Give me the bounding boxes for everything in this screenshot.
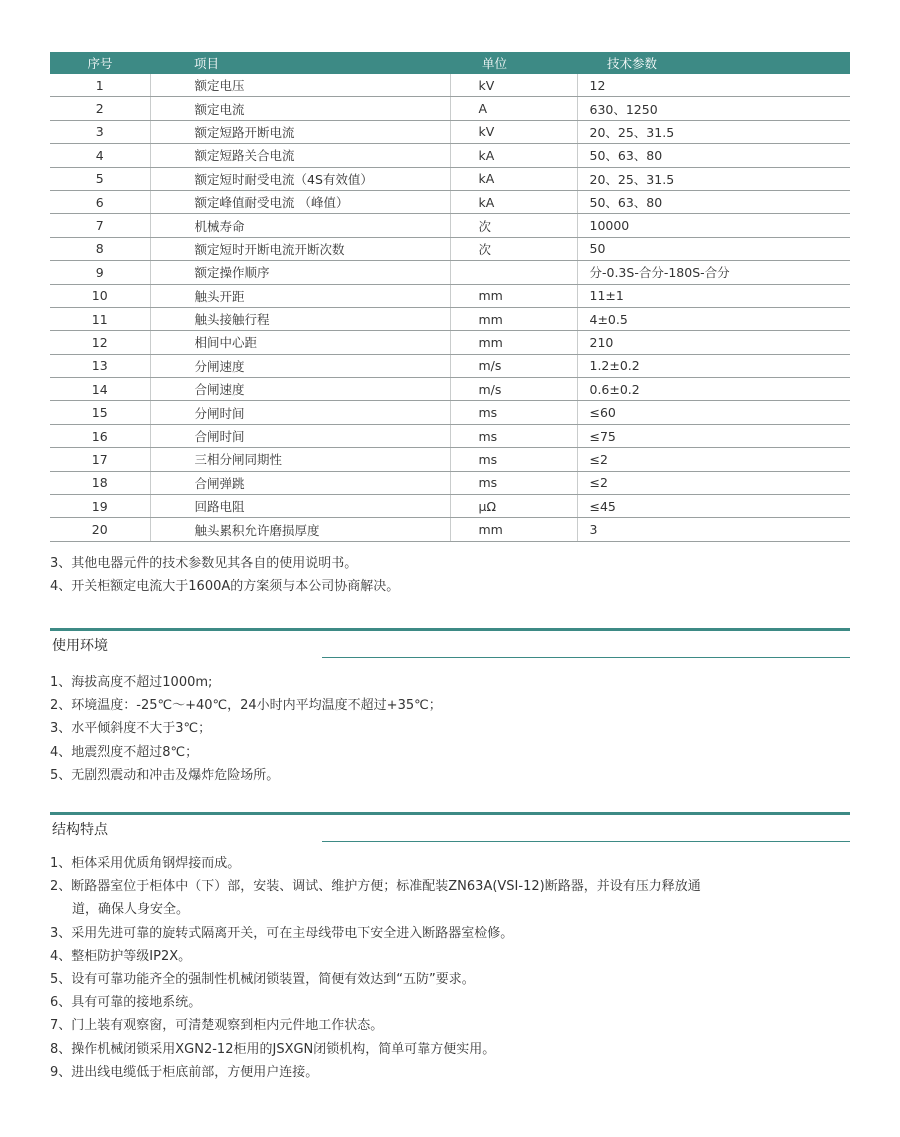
row-no: 4 (50, 144, 150, 167)
row-param: 10000 (577, 214, 850, 237)
row-param: ≤45 (577, 495, 850, 518)
row-no: 10 (50, 284, 150, 307)
row-param: ≤75 (577, 424, 850, 447)
section-underline (322, 841, 850, 842)
row-param: 3 (577, 518, 850, 541)
list-item: 3、采用先进可靠的旋转式隔离开关，可在主母线带电下安全进入断路器室检修。 (50, 925, 514, 941)
row-item: 相间中心距 (150, 331, 450, 354)
table-row (50, 518, 850, 541)
header-no: 序号 (50, 52, 150, 74)
row-no: 18 (50, 471, 150, 494)
table-row (50, 167, 850, 190)
row-unit (450, 261, 577, 284)
table-row (50, 237, 850, 260)
list-item: 8、操作机械闭锁采用XGN2-12柜用的JSXGN闭锁机构，简单可靠方便实用。 (50, 1041, 496, 1057)
table-row (50, 74, 850, 97)
row-item: 分闸时间 (150, 401, 450, 424)
row-no: 19 (50, 495, 150, 518)
row-unit: mm (450, 284, 577, 307)
section-rule (50, 628, 850, 631)
list-item: 7、门上装有观察窗，可清楚观察到柜内元件地工作状态。 (50, 1018, 384, 1034)
table-row (50, 261, 850, 284)
row-unit: m/s (450, 378, 577, 401)
list-item: 3、水平倾斜度不大于3℃； (50, 721, 212, 737)
row-unit: kV (450, 74, 577, 97)
list-item: 5、无剧烈震动和冲击及爆炸危险场所。 (50, 767, 280, 783)
row-no: 15 (50, 401, 150, 424)
section-rule (50, 812, 850, 815)
header-item: 项目 (150, 52, 450, 74)
section-underline (322, 657, 850, 658)
list-item: 1、海拔高度不超过1000m; (50, 675, 213, 690)
row-no: 5 (50, 167, 150, 190)
header-param: 技术参数 (577, 52, 850, 74)
table-row (50, 214, 850, 237)
row-unit: 次 (450, 237, 577, 260)
row-no: 14 (50, 378, 150, 401)
table-row (50, 378, 850, 401)
row-unit: kA (450, 167, 577, 190)
features-section-title: 结构特点 (52, 822, 108, 838)
table-row (50, 424, 850, 447)
row-no: 2 (50, 97, 150, 120)
row-param: 11±1 (577, 284, 850, 307)
row-param: 630、1250 (577, 97, 850, 120)
list-item: 2、断路器室位于柜体中（下）部，安装、调试、维护方便；标准配装ZN63A(VSI-12)断路器，并设有压力释放通 (50, 879, 701, 895)
list-item: 6、具有可靠的接地系统。 (50, 995, 202, 1011)
row-param: ≤2 (577, 471, 850, 494)
row-item: 触头累积允许磨损厚度 (150, 518, 450, 541)
row-no: 11 (50, 307, 150, 330)
row-param: 12 (577, 74, 850, 97)
row-no: 1 (50, 74, 150, 97)
row-unit: kV (450, 120, 577, 143)
row-param: 1.2±0.2 (577, 354, 850, 377)
row-param: 0.6±0.2 (577, 378, 850, 401)
row-item: 额定短时开断电流开断次数 (150, 237, 450, 260)
row-param: 50 (577, 237, 850, 260)
row-unit: mm (450, 518, 577, 541)
row-param: 210 (577, 331, 850, 354)
row-param: 50、63、80 (577, 190, 850, 213)
row-unit: mm (450, 331, 577, 354)
row-unit: ms (450, 471, 577, 494)
row-no: 17 (50, 448, 150, 471)
row-param: 20、25、31.5 (577, 120, 850, 143)
row-item: 合闸速度 (150, 378, 450, 401)
row-item: 触头接触行程 (150, 307, 450, 330)
row-param: 50、63、80 (577, 144, 850, 167)
note-item: 3、其他电器元件的技术参数见其各自的使用说明书。 (50, 556, 358, 571)
list-item: 4、地震烈度不超过8℃； (50, 744, 199, 760)
row-unit: kA (450, 190, 577, 213)
row-no: 7 (50, 214, 150, 237)
table-body (50, 74, 850, 541)
row-item: 机械寿命 (150, 214, 450, 237)
list-item: 9、进出线电缆低于柜底前部，方便用户连接。 (50, 1064, 319, 1080)
table-row (50, 307, 850, 330)
table-row (50, 284, 850, 307)
row-item: 额定短时耐受电流（4S有效值） (150, 167, 450, 190)
row-param: 分-0.3S-合分-180S-合分 (577, 261, 850, 284)
env-section-header (50, 628, 850, 658)
row-param: 4±0.5 (577, 307, 850, 330)
table-row (50, 471, 850, 494)
table-row (50, 120, 850, 143)
table-row (50, 97, 850, 120)
table-row (50, 401, 850, 424)
env-list (50, 671, 850, 787)
row-no: 8 (50, 237, 150, 260)
env-section-title: 使用环境 (52, 638, 108, 654)
row-unit: 次 (450, 214, 577, 237)
row-no: 6 (50, 190, 150, 213)
row-item: 合闸时间 (150, 424, 450, 447)
row-item: 额定电流 (150, 97, 450, 120)
row-unit: μΩ (450, 495, 577, 518)
note-item: 4、开关柜额定电流大于1600A的方案须与本公司协商解决。 (50, 579, 400, 594)
row-unit: ms (450, 424, 577, 447)
row-unit: kA (450, 144, 577, 167)
table-row (50, 354, 850, 377)
table-row (50, 448, 850, 471)
row-no: 12 (50, 331, 150, 354)
row-item: 额定操作顺序 (150, 261, 450, 284)
row-param: ≤60 (577, 401, 850, 424)
list-item-continuation: 道，确保人身安全。 (72, 902, 190, 918)
row-no: 9 (50, 261, 150, 284)
row-unit: mm (450, 307, 577, 330)
header-unit: 单位 (450, 52, 577, 74)
table-row (50, 190, 850, 213)
row-item: 回路电阻 (150, 495, 450, 518)
row-unit: ms (450, 401, 577, 424)
table-row (50, 331, 850, 354)
row-item: 触头开距 (150, 284, 450, 307)
features-section-header (50, 812, 850, 842)
row-item: 三相分闸同期性 (150, 448, 450, 471)
row-no: 20 (50, 518, 150, 541)
row-item: 额定短路开断电流 (150, 120, 450, 143)
table-notes (50, 552, 399, 598)
list-item: 1、柜体采用优质角钢焊接而成。 (50, 856, 241, 871)
tech-spec-table (50, 52, 850, 542)
row-param: ≤2 (577, 448, 850, 471)
row-unit: A (450, 97, 577, 120)
row-no: 13 (50, 354, 150, 377)
features-list (50, 852, 850, 1084)
row-unit: m/s (450, 354, 577, 377)
table-header-row (50, 52, 850, 74)
row-no: 3 (50, 120, 150, 143)
row-item: 分闸速度 (150, 354, 450, 377)
row-unit: ms (450, 448, 577, 471)
list-item: 5、设有可靠功能齐全的强制性机械闭锁装置，简便有效达到“五防”要求。 (50, 972, 475, 988)
row-item: 额定电压 (150, 74, 450, 97)
row-item: 合闸弹跳 (150, 471, 450, 494)
list-item: 2、环境温度：-25℃～+40℃，24小时内平均温度不超过+35℃； (50, 698, 442, 714)
row-param: 20、25、31.5 (577, 167, 850, 190)
table-row (50, 495, 850, 518)
row-no: 16 (50, 424, 150, 447)
row-item: 额定短路关合电流 (150, 144, 450, 167)
table-row (50, 144, 850, 167)
list-item: 4、整柜防护等级IP2X。 (50, 948, 192, 964)
row-item: 额定峰值耐受电流 （峰值） (150, 190, 450, 213)
